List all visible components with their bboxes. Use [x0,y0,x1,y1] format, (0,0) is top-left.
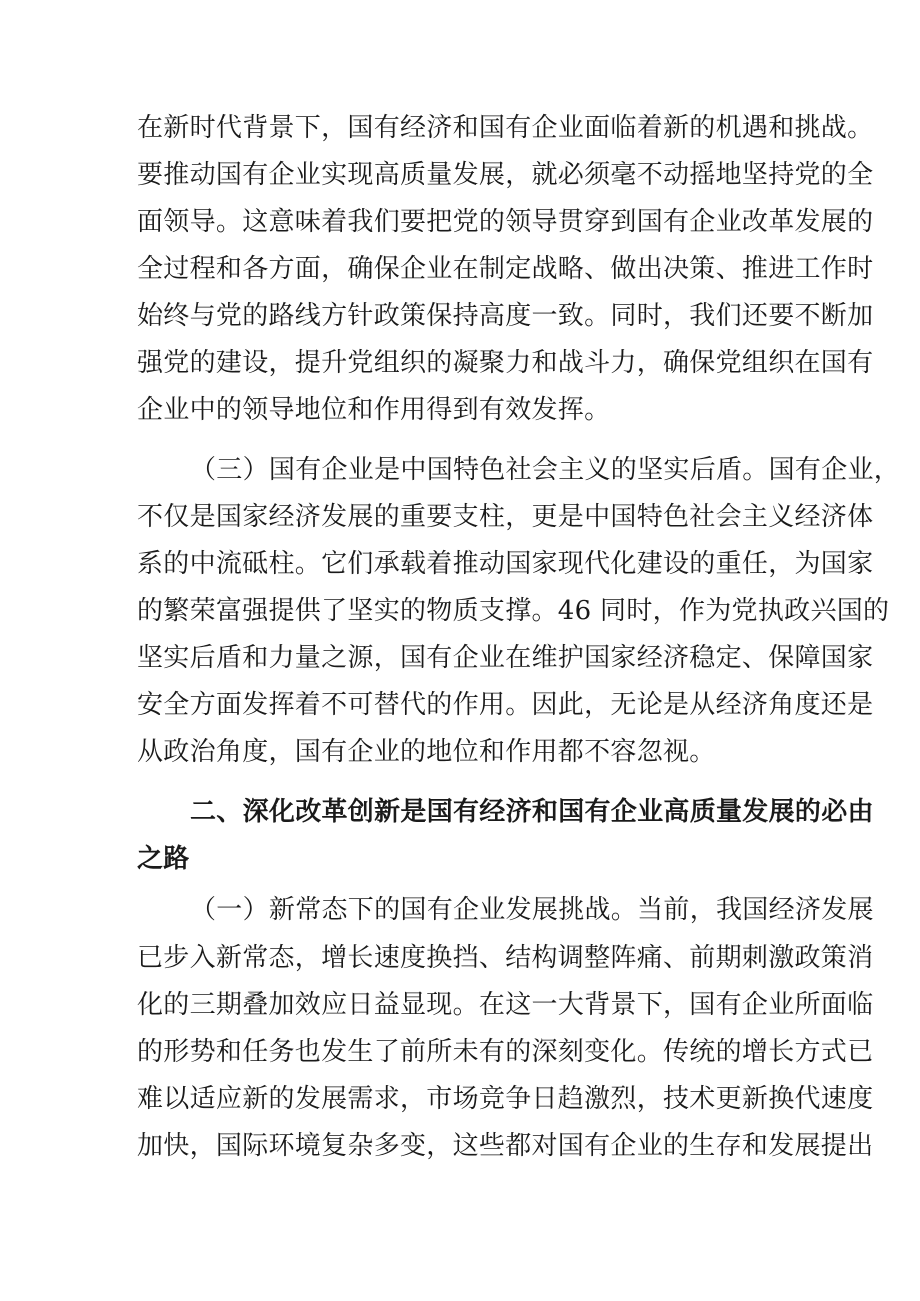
paragraph-1-line-1: 在新时代背景下，国有经济和国有企业面临着新的机遇和挑战。 [137,113,874,143]
paragraph-1-line-5: 始终与党的路线方针政策保持高度一致。同时，我们还要不断加 [137,301,874,331]
paragraph-3-line-4: 的形势和任务也发生了前所未有的深刻变化。传统的增长方式已 [137,1037,874,1067]
paragraph-1-line-2: 要推动国有企业实现高质量发展，就必须毫不动摇地坚持党的全 [137,160,874,190]
paragraph-2-line-5: 坚实后盾和力量之源，国有企业在维护国家经济稳定、保障国家 [137,643,874,673]
paragraph-2-line-3: 系的中流砥柱。它们承载着推动国家现代化建设的重任，为国家 [137,549,874,579]
section-heading-line-1: 二、深化改革创新是国有经济和国有企业高质量发展的必由 [190,797,874,827]
paragraph-1-line-3: 面领导。这意味着我们要把党的领导贯穿到国有企业改革发展的 [137,207,874,237]
paragraph-3-line-5: 难以适应新的发展需求，市场竞争日趋激烈，技术更新换代速度 [137,1084,874,1114]
paragraph-3-line-3: 化的三期叠加效应日益显现。在这一大背景下，国有企业所面临 [137,990,874,1020]
paragraph-2-line-4: 的繁荣富强提供了坚实的物质支撑。46 同时，作为党执政兴国的 [137,596,890,626]
paragraph-1-line-7: 企业中的领导地位和作用得到有效发挥。 [137,395,611,425]
paragraph-2-line-2: 不仅是国家经济发展的重要支柱，更是中国特色社会主义经济体 [137,502,874,532]
paragraph-2-line-7: 从政治角度，国有企业的地位和作用都不容忽视。 [137,737,716,767]
paragraph-1-line-4: 全过程和各方面，确保企业在制定战略、做出决策、推进工作时 [137,254,874,284]
section-heading-line-2: 之路 [137,844,190,874]
paragraph-3-line-1: （一）新常态下的国有企业发展挑战。当前，我国经济发展 [190,895,874,925]
paragraph-2-line-6: 安全方面发挥着不可替代的作用。因此，无论是从经济角度还是 [137,690,874,720]
paragraph-1-line-6: 强党的建设，提升党组织的凝聚力和战斗力，确保党组织在国有 [137,348,874,378]
paragraph-3-line-6: 加快，国际环境复杂多变，这些都对国有企业的生存和发展提出 [137,1131,874,1161]
paragraph-2-line-1: （三）国有企业是中国特色社会主义的坚实后盾。国有企业， [190,455,901,485]
paragraph-3-line-2: 已步入新常态，增长速度换挡、结构调整阵痛、前期刺激政策消 [137,943,874,973]
